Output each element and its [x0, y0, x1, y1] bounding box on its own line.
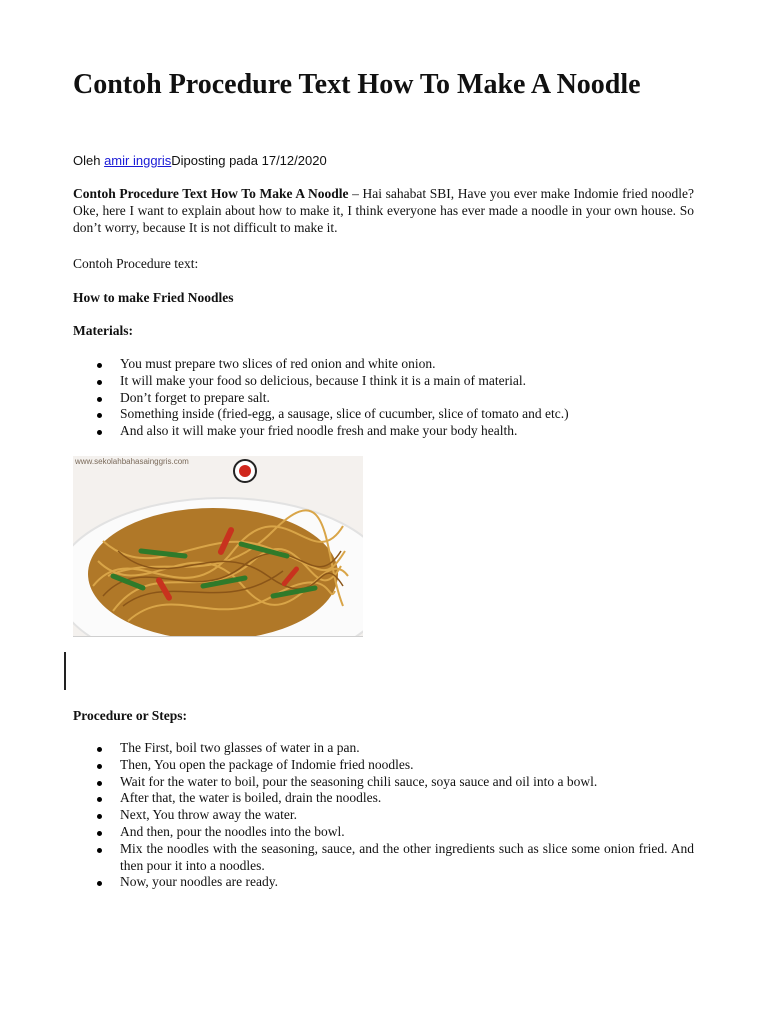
materials-heading: Materials:: [73, 323, 133, 338]
post-meta: [73, 152, 327, 170]
fried-noodles-photo: [73, 456, 363, 637]
by-label: Oleh: [73, 153, 105, 168]
list-item: Something inside (fried-egg, a sausage, slice of cucumber, slice of tomato and etc.): [73, 406, 694, 423]
intro-bold: Contoh Procedure Text How To Make A Noodle: [73, 186, 349, 201]
example-label: Contoh Procedure text:: [73, 256, 199, 271]
list-item: And then, pour the noodles into the bowl.: [73, 824, 694, 841]
materials-list: [73, 356, 694, 440]
list-item: You must prepare two slices of red onion and white onion.: [73, 356, 694, 373]
text-cursor: [64, 652, 66, 690]
list-item: Then, You open the package of Indomie fried noodles.: [73, 757, 694, 774]
list-item: It will make your food so delicious, because I think it is a main of material.: [73, 373, 694, 390]
list-item: Next, You throw away the water.: [73, 807, 694, 824]
list-item: The First, boil two glasses of water in a pan.: [73, 740, 694, 757]
steps-heading: Procedure or Steps:: [73, 708, 187, 723]
list-item: Now, your noodles are ready.: [73, 874, 694, 891]
noodles-illustration: [73, 456, 363, 636]
list-item: Mix the noodles with the seasoning, sauce, and the other ingredients such as slice some onion fried. And then pour it into a noodles.: [73, 841, 694, 875]
list-item: Wait for the water to boil, pour the seasoning chili sauce, soya sauce and oil into a bowl.: [73, 774, 694, 791]
page-title: Contoh Procedure Text How To Make A Noodle: [73, 69, 641, 100]
image-watermark: www.sekolahbahasainggris.com: [75, 457, 189, 466]
intro-text: – Hai sahabat SBI, Have you ever make Indomie fried noodle? Oke, here I want to explain about how to make it, I think everyone has ever made a noodle in your own house. So don’t worry, because It is not difficult to make it.: [73, 186, 694, 235]
list-item: Don’t forget to prepare salt.: [73, 390, 694, 407]
list-item: And also it will make your fried noodle fresh and make your body health.: [73, 423, 694, 440]
post-date: 17/12/2020: [261, 153, 327, 168]
posted-label: Diposting pada: [171, 153, 262, 168]
list-item: After that, the water is boiled, drain the noodles.: [73, 790, 694, 807]
intro-paragraph: [73, 185, 694, 236]
author-link[interactable]: amir inggris: [104, 153, 172, 168]
recipe-title: How to make Fried Noodles: [73, 290, 234, 305]
steps-list: [73, 740, 694, 891]
